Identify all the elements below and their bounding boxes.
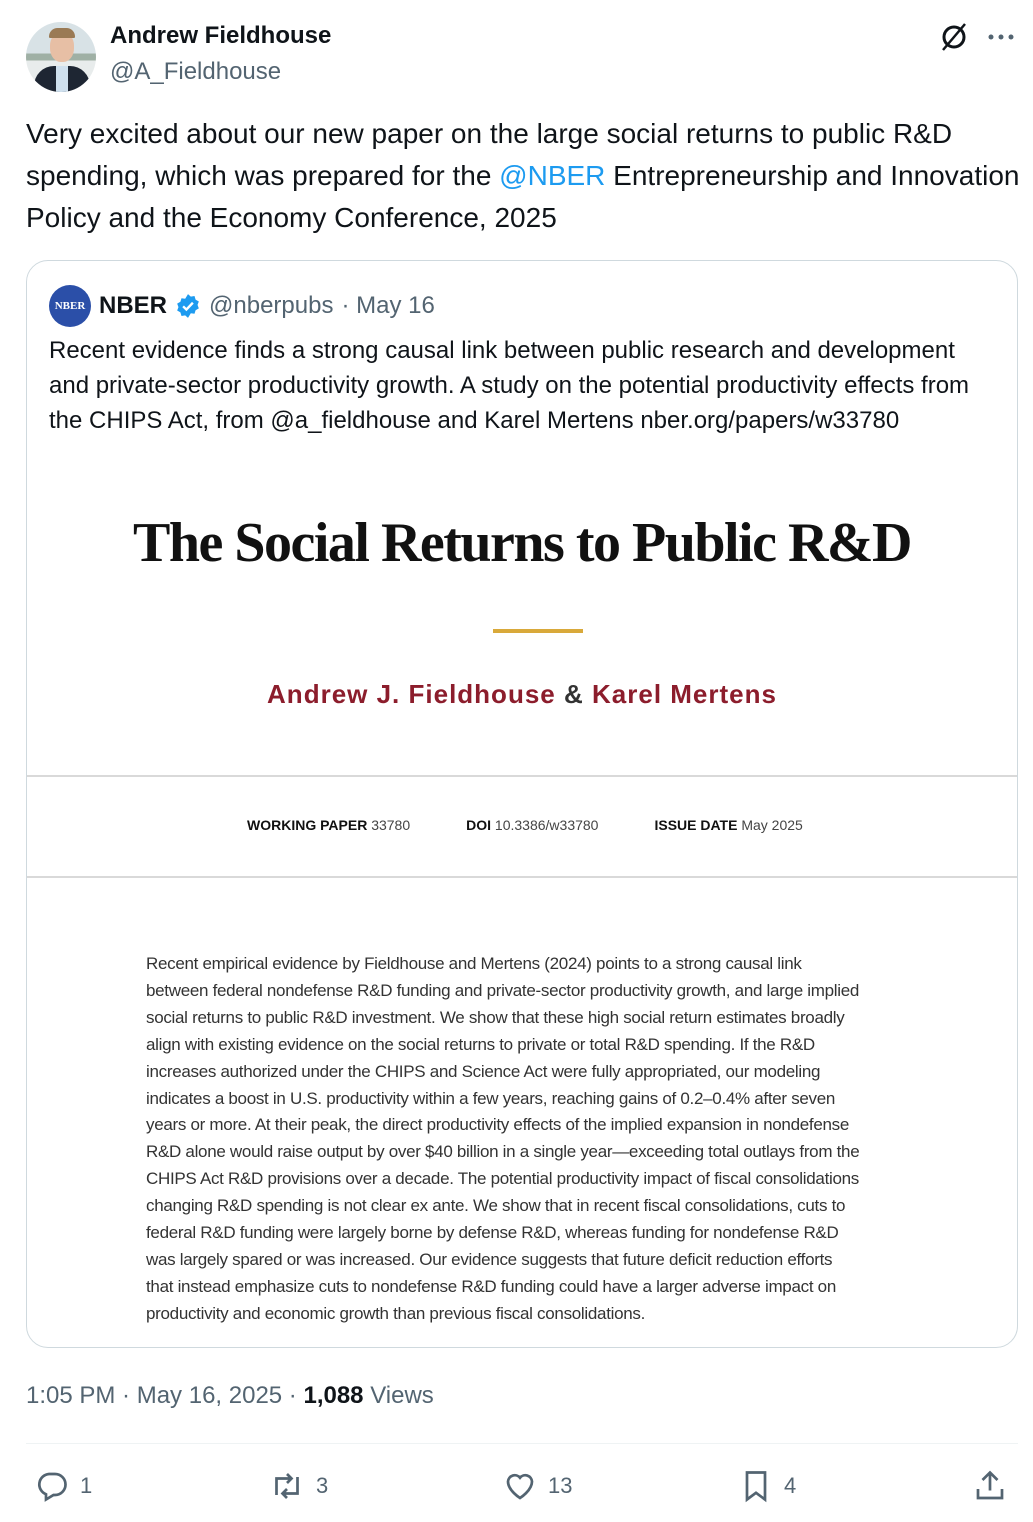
timestamp-text[interactable]: 1:05 PM · May 16, 2025 ·: [26, 1382, 304, 1409]
views-label: Views: [363, 1382, 434, 1409]
author-handle[interactable]: @A_Fieldhouse: [110, 58, 282, 85]
timestamp[interactable]: [26, 1382, 434, 1410]
tweet-text-part: Entrepreneurship and Innovation Policy and the Economy Conference, 2025: [26, 160, 1020, 233]
quote-handle[interactable]: @nberpubs: [209, 292, 334, 319]
share-icon: [972, 1468, 1008, 1504]
view-count: 1,088: [303, 1382, 364, 1409]
abstract-line: CHIPS Act R&D provisions over a decade. The potential productivity impact of fiscal consolidations: [146, 1169, 859, 1189]
bookmark-button[interactable]: [738, 1468, 796, 1504]
meta-label: DOI: [466, 817, 492, 833]
abstract-line: Recent empirical evidence by Fieldhouse and Mertens (2024) points to a strong causal link: [146, 954, 802, 973]
grok-icon[interactable]: [939, 22, 969, 52]
paper-author: Andrew J. Fieldhouse: [267, 679, 556, 709]
heart-icon: [502, 1468, 538, 1504]
quote-date[interactable]: · May 16: [341, 292, 435, 319]
reply-count: 1: [80, 1473, 93, 1498]
abstract-line: R&D alone would raise output by over $40 billion in a single year—exceeding total outlays from the: [146, 1142, 860, 1162]
like-count: 13: [548, 1473, 573, 1498]
abstract-line: was largely spared or was increased. Our evidence suggests that future deficit reduction efforts: [146, 1249, 833, 1269]
meta-item: [247, 817, 410, 833]
tweet-text-part: Very excited about our new paper on the large social returns to public R&D spending, which was prepared for the: [26, 118, 953, 191]
abstract-line: productivity and economic growth than previous fiscal consolidations.: [146, 1303, 646, 1323]
abstract-line: social returns to public R&D investment. We show that these high social return estimates broadly: [146, 1007, 845, 1027]
divider: [27, 775, 1017, 777]
meta-label: WORKING PAPER: [247, 817, 368, 833]
mention-link[interactable]: @NBER: [499, 160, 606, 191]
paper-meta: [247, 817, 803, 833]
share-button[interactable]: [972, 1468, 1008, 1504]
like-button[interactable]: [502, 1468, 572, 1504]
paper-author: Karel Mertens: [592, 679, 777, 709]
paper-abstract: [146, 951, 859, 1328]
verified-badge-icon: [175, 293, 201, 319]
quote-author-name[interactable]: NBER: [99, 292, 168, 319]
reply-button[interactable]: [34, 1468, 92, 1504]
abstract-line: between federal nondefense R&D funding and private-sector productivity growth, and large implied: [146, 980, 860, 1000]
repost-icon: [268, 1468, 306, 1504]
reply-icon: [34, 1468, 70, 1504]
abstract-line: increases authorized under the CHIPS and Science Act were fully appropriated, our modeling: [146, 1061, 821, 1081]
author-name[interactable]: Andrew Fieldhouse: [110, 22, 332, 49]
bookmark-count: 4: [784, 1473, 797, 1498]
tweet-text: [26, 113, 1026, 239]
abstract-line: changing R&D spending is not clear ex ante. We show that in recent fiscal consolidations, cuts to: [146, 1196, 846, 1216]
meta-item: [466, 817, 598, 833]
repost-button[interactable]: [268, 1468, 328, 1504]
nber-logo: NBER: [49, 285, 91, 327]
repost-count: 3: [316, 1473, 329, 1498]
abstract-line: align with existing evidence on the social returns to private or total R&D spending. If the R&D: [146, 1034, 815, 1054]
meta-value: 33780: [371, 817, 411, 833]
quote-text: Recent evidence finds a strong causal link between public research and development and private-sector productivity growth. A study on the potential productivity effects from the CHIPS Act, from @a_fieldhouse and Karel Mertens nber.org/papers/w33780: [49, 337, 970, 434]
abstract-line: federal R&D funding were largely borne by defense R&D, whereas funding for nondefense R&D: [146, 1223, 839, 1243]
bookmark-icon: [738, 1468, 774, 1504]
quoted-tweet[interactable]: [26, 260, 1018, 1348]
avatar[interactable]: [26, 22, 96, 92]
paper-title: The Social Returns to Public R&D: [133, 512, 911, 574]
paper-authors: [27, 679, 1017, 710]
ampersand: &: [563, 679, 584, 709]
meta-value: 10.3386/w33780: [494, 817, 599, 833]
meta-item: [654, 817, 802, 833]
divider: [26, 1443, 1018, 1444]
abstract-line: indicates a boost in U.S. productivity within a few years, reaching gains of 0.2–0.4% after seven: [146, 1088, 836, 1108]
gold-rule: [493, 629, 583, 633]
meta-value: May 2025: [741, 817, 803, 833]
abstract-line: that instead emphasize cuts to nondefense R&D funding could have a larger adverse impact on: [146, 1276, 836, 1296]
abstract-line: years or more. At their peak, the direct productivity effects of the implied expansion in nondefense: [146, 1115, 849, 1135]
more-icon[interactable]: [987, 33, 1015, 41]
divider: [27, 876, 1017, 878]
meta-label: ISSUE DATE: [654, 817, 738, 833]
